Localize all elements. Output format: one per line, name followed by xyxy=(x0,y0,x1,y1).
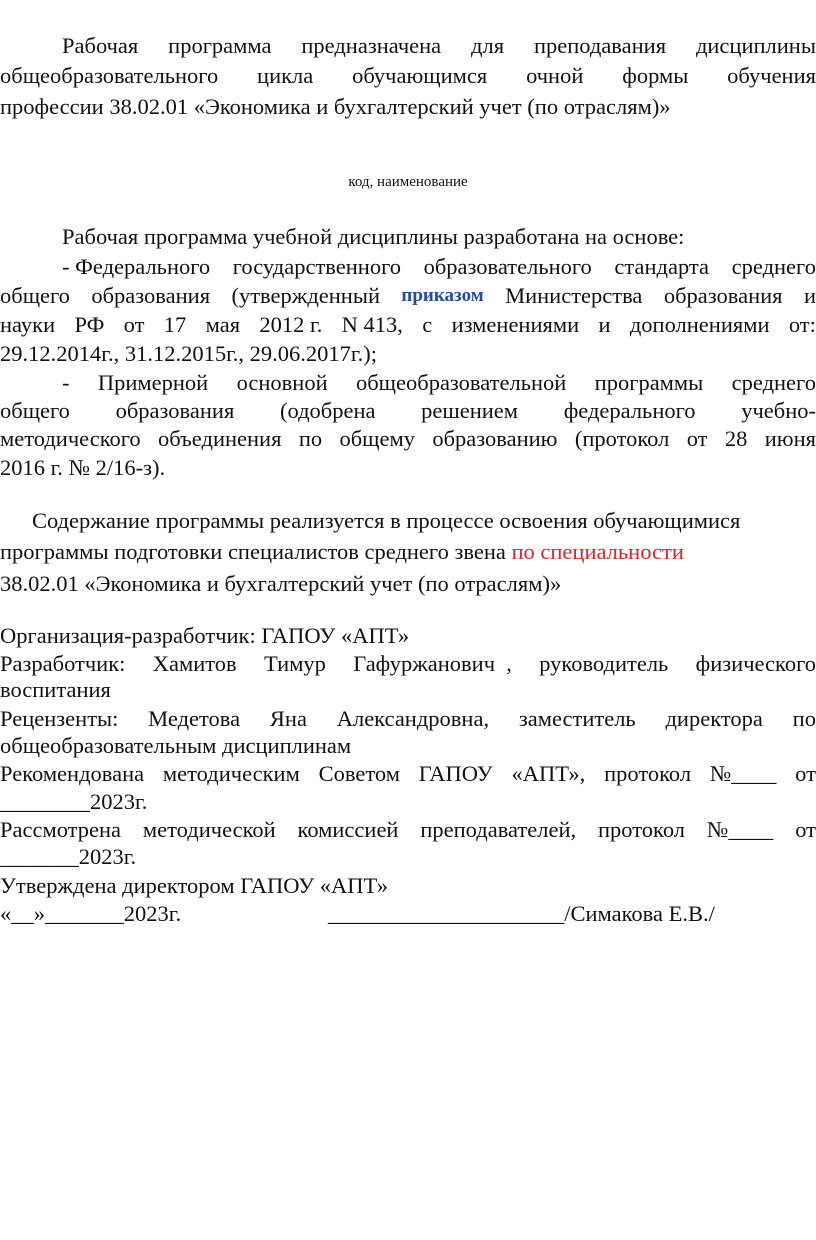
recommended-line-1 xyxy=(0,759,816,789)
basis-line-8-word: (протокол xyxy=(574,426,670,451)
reviewers-line-2: общеобразовательным дисциплинам xyxy=(0,733,352,758)
recommended-line-1-word: протокол xyxy=(604,761,692,786)
basis-line-6-word: основной xyxy=(236,370,328,395)
intro-line-2-word: формы xyxy=(622,63,689,88)
developer-line-1-word: руководитель xyxy=(539,651,669,676)
intro-line-1-word: преподавания xyxy=(533,33,667,58)
considered-line-1-word: комиссией xyxy=(297,817,399,842)
basis-line-4-word: дополнениями xyxy=(629,312,770,337)
approved-date: «__»_______2023г. xyxy=(0,901,182,926)
developer-line-1-word: Хамитов xyxy=(152,651,237,676)
director-signature: _____________________/Симакова Е.В./ xyxy=(328,901,715,926)
basis-line-9: 2016 г. № 2/16-з). xyxy=(0,455,166,480)
basis-line-8-word: методического xyxy=(0,426,141,451)
basis-line-7-word: решением xyxy=(421,398,519,423)
considered-line-1 xyxy=(0,815,816,845)
basis-line-7-word: федерального xyxy=(563,398,696,423)
basis-line-2-word: государственного xyxy=(232,254,401,279)
intro-line-2-word: общеобразовательного xyxy=(0,63,219,88)
reviewers-line-1-word: Александровна, xyxy=(336,706,490,731)
basis-line-2 xyxy=(0,252,816,282)
developer-line-1-word: Гафуржанович , xyxy=(353,651,512,676)
reviewers-line-1-word: Яна xyxy=(269,706,307,731)
basis-line-7-word: общего xyxy=(0,398,70,423)
intro-line-1-word: предназначена xyxy=(301,33,442,58)
intro-line-3: профессии 38.02.01 «Экономика и бухгалтерский учет (по отраслям)» xyxy=(0,94,671,119)
intro-line-2-word: обучающимся xyxy=(352,63,488,88)
considered-line-1-word: методической xyxy=(142,817,276,842)
approved-date-row xyxy=(0,899,816,929)
basis-line-4-word: с xyxy=(422,312,433,337)
basis-line-3-word: общего xyxy=(0,283,70,308)
basis-line-2-word: стандарта xyxy=(614,254,710,279)
recommended-line-1-word: методическим xyxy=(162,761,300,786)
basis-line-6-word: среднего xyxy=(731,370,816,395)
org-line: Организация-разработчик: ГАПОУ «АПТ» xyxy=(0,623,410,648)
basis-line-2-word: образовательного xyxy=(423,254,592,279)
basis-line-4-word: N 413, xyxy=(341,312,403,337)
recommended-line-1-word: №____ xyxy=(709,761,777,786)
basis-line-6 xyxy=(0,368,816,398)
basis-line-8 xyxy=(0,424,816,454)
basis-line-3-word: образования xyxy=(663,283,783,308)
basis-line-3-word: (утвержденный xyxy=(231,283,380,308)
considered-line-1-word: протокол xyxy=(598,817,686,842)
basis-line-4 xyxy=(0,310,816,340)
basis-line-8-word: объединения xyxy=(158,426,282,451)
basis-line-1: Рабочая программа учебной дисциплины разработана на основе: xyxy=(62,224,685,249)
reviewers-line-1-word: заместитель xyxy=(518,706,636,731)
recommended-line-1-word: Рекомендована xyxy=(0,761,145,786)
basis-line-4-word: мая xyxy=(205,312,241,337)
considered-line-2: _______2023г. xyxy=(0,844,137,869)
basis-line-7 xyxy=(0,396,816,426)
basis-line-6-word: Примерной xyxy=(97,370,209,395)
basis-line-7-word: (одобрена xyxy=(279,398,376,423)
considered-line-1-word: от xyxy=(795,817,816,842)
basis-line-2-word: среднего xyxy=(731,254,816,279)
intro-line-2-word: очной xyxy=(526,63,584,88)
basis-line-3 xyxy=(0,281,816,311)
recommended-line-1-word: «АПТ», xyxy=(511,761,586,786)
basis-line-4-word: 17 xyxy=(163,312,187,337)
reviewers-line-1-word: по xyxy=(792,706,816,731)
basis-line-3-word: Министерства xyxy=(505,283,643,308)
considered-line-1-word: №____ xyxy=(706,817,774,842)
basis-line-4-word: науки xyxy=(0,312,56,337)
basis-line-6-word: программы xyxy=(594,370,704,395)
content-line-3: 38.02.01 «Экономика и бухгалтерский учет (по отраслям)» xyxy=(0,571,562,596)
basis-line-5: 29.12.2014г., 31.12.2015г., 29.06.2017г.); xyxy=(0,341,377,366)
content-line-2-text: программы подготовки специалистов среднего звена xyxy=(0,539,512,564)
basis-line-3-word: образования xyxy=(91,283,211,308)
developer-line-1-word: физического xyxy=(695,651,816,676)
order-link[interactable]: приказом xyxy=(401,285,484,306)
basis-line-8-word: образованию xyxy=(432,426,558,451)
developer-line-2: воспитания xyxy=(0,677,111,702)
reviewers-line-1-word: Рецензенты: xyxy=(0,706,119,731)
reviewers-line-1-word: Медетова xyxy=(148,706,241,731)
considered-line-1-word: преподавателей, xyxy=(420,817,577,842)
basis-line-4-word: изменениями xyxy=(451,312,580,337)
intro-line-1-word: Рабочая xyxy=(62,33,139,58)
basis-line-8-word: по xyxy=(298,426,323,451)
basis-line-8-word: июня xyxy=(764,426,816,451)
content-line-2 xyxy=(0,537,816,567)
basis-line-3-word: и xyxy=(803,283,816,308)
basis-line-4-word: от xyxy=(123,312,145,337)
intro-line-1-word: для xyxy=(471,33,505,58)
intro-line-1 xyxy=(0,31,816,61)
intro-caption: код, наименование xyxy=(348,174,468,190)
specialty-highlight: по специальности xyxy=(511,539,684,564)
basis-line-7-word: образования xyxy=(115,398,235,423)
recommended-line-2: ________2023г. xyxy=(0,789,148,814)
basis-line-4-word: и xyxy=(598,312,611,337)
recommended-line-1-word: ГАПОУ xyxy=(418,761,493,786)
reviewers-line-1-word: директора xyxy=(665,706,763,731)
developer-line-1-word: Тимур xyxy=(263,651,326,676)
reviewers-line-1 xyxy=(0,704,816,734)
developer-line-1-word: Разработчик: xyxy=(0,651,126,676)
basis-line-6-word: общеобразовательной xyxy=(355,370,567,395)
basis-line-6-word: - xyxy=(62,370,70,395)
intro-line-1-word: дисциплины xyxy=(695,33,816,58)
intro-line-2-word: обучения xyxy=(727,63,816,88)
basis-line-4-word: от: xyxy=(788,312,816,337)
basis-line-4-word: РФ xyxy=(74,312,105,337)
intro-line-1-word: программа xyxy=(168,33,272,58)
basis-line-2-word: - Федерального xyxy=(62,254,211,279)
intro-line-2-word: цикла xyxy=(257,63,314,88)
basis-line-8-word: от xyxy=(686,426,708,451)
considered-line-1-word: Рассмотрена xyxy=(0,817,122,842)
basis-line-7-word: учебно- xyxy=(741,398,816,423)
recommended-line-1-word: Советом xyxy=(318,761,400,786)
content-line-1: Содержание программы реализуется в процессе освоения обучающимися xyxy=(32,508,741,533)
approved-line: Утверждена директором ГАПОУ «АПТ» xyxy=(0,873,388,898)
basis-line-8-word: общему xyxy=(339,426,415,451)
intro-line-2 xyxy=(0,61,816,91)
basis-line-8-word: 28 xyxy=(724,426,748,451)
basis-line-4-word: 2012 г. xyxy=(259,312,323,337)
recommended-line-1-word: от xyxy=(795,761,816,786)
